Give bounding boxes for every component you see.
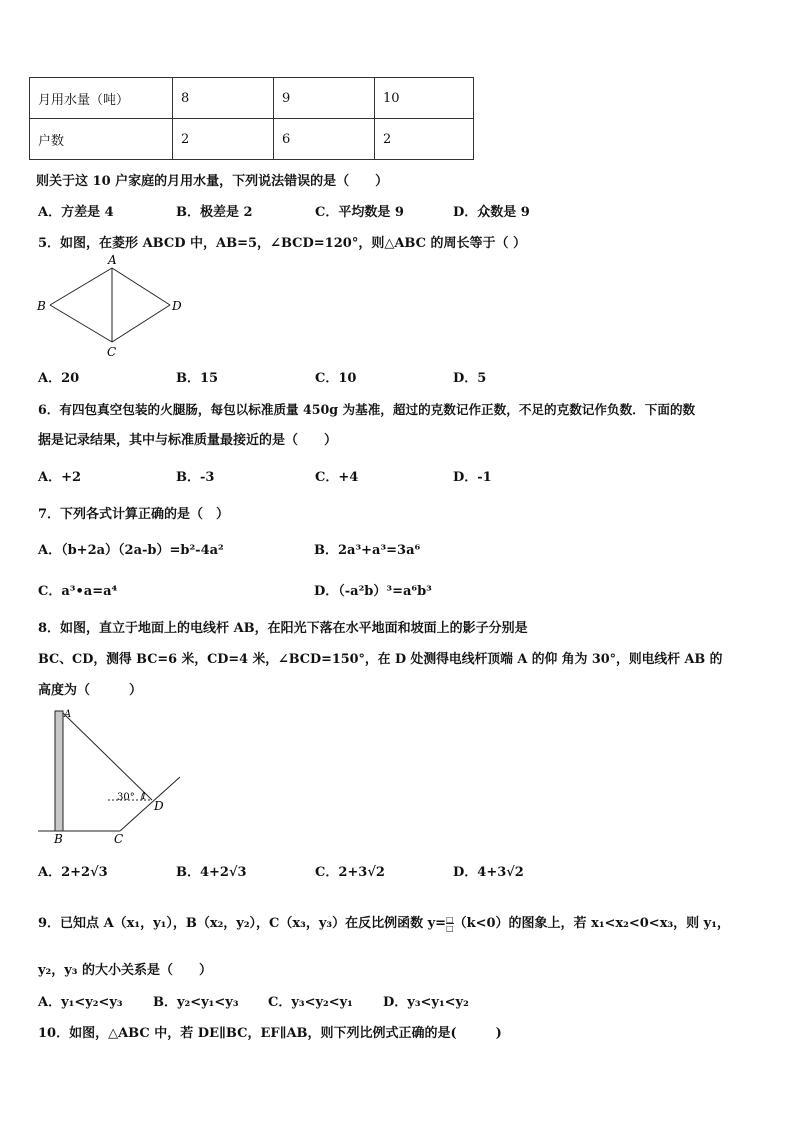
q8-option-a: A．2+2√3 (38, 865, 108, 880)
side-ba (50, 268, 112, 305)
sun-ray-ad (63, 713, 152, 800)
q6-line1: 6．有四包真空包装的火腿肠，每包以标准质量 450g 为基准，超过的克数记作正数，不足的克数记作负数．下面的数 (38, 402, 696, 417)
q7-option-c: C．a³•a=a⁴ (38, 584, 118, 599)
rhombus-figure (30, 252, 200, 362)
side-ad (112, 268, 170, 305)
q9-line1-start: 9．已知点 A（x₁，y₁），B（x₂，y₂），C（x₃，y₃）在反比例函数 y= (38, 916, 447, 931)
table-cell: 9 (274, 78, 375, 119)
q8-line2: BC、CD，测得 BC=6 米，CD=4 米，∠BCD=150°，在 D 处测得电线杆顶端 A 的仰 角为 30°，则电线杆 AB 的 (38, 652, 723, 667)
q5-option-d: D．5 (453, 371, 487, 386)
q4-option-c: C．平均数是 9 (315, 205, 404, 220)
q6-option-a: A．+2 (38, 470, 82, 485)
table-cell: 2 (173, 119, 274, 160)
q6-option-c: C．+4 (315, 470, 359, 485)
pole-shadow-figure (30, 703, 190, 848)
q7-option-d: D．（-a²b）³=a⁶b³ (314, 584, 432, 599)
pole-ab (55, 711, 63, 831)
q4-option-a: A．方差是 4 (38, 205, 114, 220)
table-row (30, 78, 474, 119)
q4-option-b: B．极差是 2 (176, 205, 253, 220)
q5-option-a: A．20 (38, 371, 80, 386)
q9-option-b: B．y₂<y₁<y₃ (153, 995, 239, 1010)
q8-option-b: B．4+2√3 (176, 865, 247, 880)
label-b: B (54, 832, 63, 846)
table-row (30, 119, 474, 160)
label-a: A (64, 709, 72, 720)
q8-option-d: D．4+3√2 (453, 865, 524, 880)
angle-1-label: 1 (141, 792, 147, 802)
label-d: D (172, 299, 182, 313)
q5-option-c: C．10 (315, 371, 357, 386)
q9-line1-end: （k<0）的图象上，若 x₁<x₂<0<x₃，则 y₁， (453, 916, 730, 931)
side-cb (50, 305, 112, 342)
fraction-k-over-x (446, 915, 454, 932)
q7-stem: 7．下列各式计算正确的是（ ） (38, 507, 230, 522)
table-cell: 8 (173, 78, 274, 119)
q9-line1 (38, 912, 730, 932)
q9-option-a: A．y₁<y₂<y₃ (38, 995, 123, 1010)
q7-option-a: A．（b+2a）（2a-b）=b²-4a² (38, 543, 224, 558)
q10-stem: 10．如图，△ABC 中，若 DE∥BC，EF∥AB，则下列比例式正确的是( ) (38, 1026, 502, 1041)
fraction-denominator: □ (446, 923, 454, 933)
q4-option-d: D．众数是 9 (453, 205, 530, 220)
table-cell: 10 (375, 78, 474, 119)
table-cell: 户数 (30, 119, 173, 160)
q9-option-c: C．y₃<y₂<y₁ (268, 995, 353, 1010)
q8-line1: 8．如图，直立于地面上的电线杆 AB，在阳光下落在水平地面和坡面上的影子分别是 (38, 621, 528, 636)
label-c: C (114, 832, 124, 846)
q7-option-b: B．2a³+a³=3a⁶ (314, 543, 421, 558)
q5-option-b: B．15 (176, 371, 219, 386)
q6-option-b: B．-3 (176, 470, 215, 485)
label-a: A (108, 253, 117, 267)
q8-line3: 高度为（ ） (38, 683, 143, 698)
q9-line2: y₂，y₃ 的大小关系是（ ） (38, 963, 213, 978)
label-d: D (154, 799, 164, 813)
side-dc (112, 305, 170, 342)
q9-option-d: D．y₃<y₁<y₂ (383, 995, 469, 1010)
table-cell: 月用水量（吨） (30, 78, 173, 119)
q6-line2: 据是记录结果，其中与标准质量最接近的是（ ） (38, 433, 338, 448)
fraction-numerator: □ (446, 914, 454, 924)
label-c: C (107, 345, 117, 359)
table-cell: 2 (375, 119, 474, 160)
q8-option-c: C．2+3√2 (315, 865, 385, 880)
label-b: B (37, 299, 46, 313)
table-cell: 6 (274, 119, 375, 160)
q6-option-d: D．-1 (453, 470, 492, 485)
slope-line (120, 777, 180, 831)
water-usage-table (29, 77, 474, 160)
q4-stem: 则关于这 10 户家庭的月用水量，下列说法错误的是（ ） (36, 174, 389, 189)
q5-stem: 5．如图，在菱形 ABCD 中，AB=5，∠BCD=120°，则△ABC 的周长等于（ ） (38, 236, 527, 251)
angle-30-label: 30° (117, 792, 135, 803)
